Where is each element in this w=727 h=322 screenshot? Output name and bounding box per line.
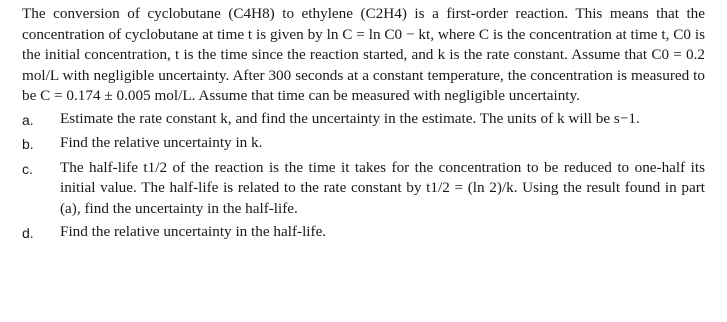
problem-intro: The conversion of cyclobutane (C4H8) to ethylene (C2H4) is a first-order reaction. This means that the concentration of cyclobutane at time t is given by ln C = ln C0 − kt, where C is the concentration at time t, C0 is the initial concentration, t is the time since the reaction started, and k is the rate constant. Assume that C0 = 0.2 mol/L with negligible uncertainty. After 300 seconds at a constant temperature, the concentration is measured to be C = 0.174 ± 0.005 mol/L. Assume that time can be measured with negligible uncertainty. xyxy=(22,5,705,104)
part-text: The half-life t1/2 of the reaction is the time it takes for the concentration to be reduced to one-half its initial value. The half-life is related to the rate constant by t1/2 = (ln 2)/k. Using the result found in part (a), find the uncertainty in the half-life. xyxy=(60,158,705,217)
problem-part-c xyxy=(22,158,705,220)
part-label: b. xyxy=(22,136,34,152)
part-text: Find the relative uncertainty in the half-life. xyxy=(60,223,327,240)
problem-part-d xyxy=(22,222,705,244)
part-label: c. xyxy=(22,160,33,177)
part-label: d. xyxy=(22,225,34,241)
part-text: Find the relative uncertainty in k. xyxy=(60,134,263,151)
problem-part-b xyxy=(22,133,705,155)
problem-part-a xyxy=(22,109,705,131)
part-text: Estimate the rate constant k, and find the uncertainty in the estimate. The units of k will be s−1. xyxy=(60,109,640,127)
part-label: a. xyxy=(22,111,34,128)
problem-parts-list xyxy=(22,109,705,244)
